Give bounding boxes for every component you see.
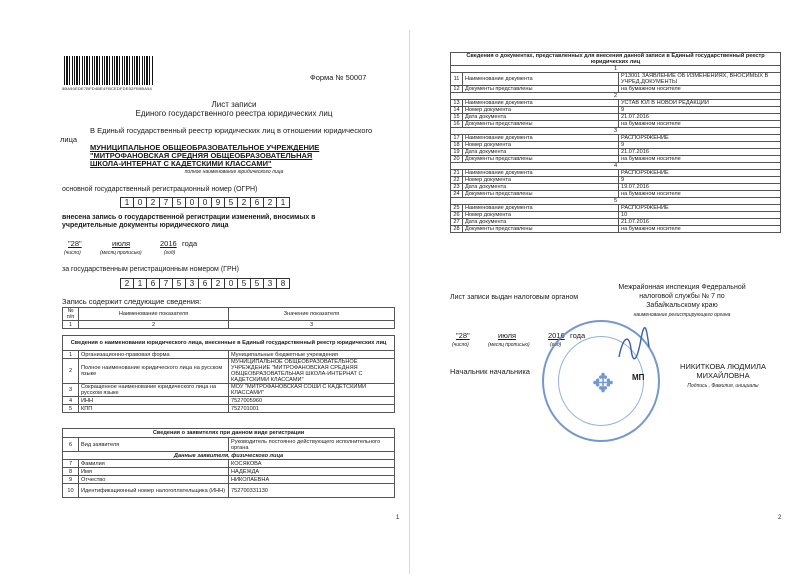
caption-month: (месяц прописью) bbox=[488, 342, 530, 348]
documents-table bbox=[450, 52, 781, 233]
row-num: 6 bbox=[63, 438, 79, 452]
row-num: 28 bbox=[451, 226, 463, 233]
row-name: Документы представлены bbox=[463, 121, 619, 128]
row-value: Руководитель постоянно действующего исполнительного органа bbox=[229, 438, 395, 452]
row-num: 17 bbox=[451, 135, 463, 142]
row-name: Номер документа bbox=[463, 212, 619, 219]
authority-line-1: Межрайонная инспекция Федеральной bbox=[618, 284, 746, 291]
row-value: РАСПОРЯЖЕНИЕ bbox=[619, 135, 781, 142]
row-value: 19.07.2016 bbox=[619, 184, 781, 191]
authority-line-3: Забайкальскому краю bbox=[646, 302, 718, 309]
digit-cell: 5 bbox=[250, 278, 264, 289]
ogrn-digits bbox=[120, 197, 289, 208]
row-name: Дата документа bbox=[463, 184, 619, 191]
name-info-table bbox=[62, 335, 395, 413]
row-name: Документы представлены bbox=[463, 226, 619, 233]
date-day: "28" bbox=[456, 331, 470, 340]
row-num: 25 bbox=[451, 205, 463, 212]
row-name: КПП bbox=[79, 405, 229, 413]
row-num: 2 bbox=[63, 359, 79, 384]
section-applicants-header: Сведения о заявителях при данном виде регистрации bbox=[63, 429, 395, 438]
row-num: 13 bbox=[451, 100, 463, 107]
group-number: 4 bbox=[451, 163, 781, 170]
signature-scribble bbox=[613, 327, 653, 367]
document-page-1 bbox=[44, 30, 410, 574]
group-number: 2 bbox=[451, 93, 781, 100]
digit-cell: 2 bbox=[263, 197, 277, 208]
digit-cell: 2 bbox=[120, 278, 134, 289]
group-number: 1 bbox=[451, 66, 781, 73]
row-value: НИКОЛАЕВНА bbox=[229, 476, 395, 484]
header-col-value: Значение показателя bbox=[229, 308, 395, 321]
digit-cell: 2 bbox=[237, 197, 251, 208]
row-name: Номер документа bbox=[463, 142, 619, 149]
row-value: Муниципальные бюджетные учреждения bbox=[229, 351, 395, 359]
row-name: Документы представлены bbox=[463, 156, 619, 163]
row-name: ИНН bbox=[79, 397, 229, 405]
date-day: "28" bbox=[68, 239, 82, 248]
caption-day: (число) bbox=[64, 250, 81, 256]
digit-cell: 7 bbox=[159, 278, 173, 289]
header-num-3: 3 bbox=[229, 321, 395, 329]
digit-cell: 1 bbox=[120, 197, 134, 208]
grn-digits bbox=[120, 278, 289, 289]
digit-cell: 1 bbox=[133, 278, 147, 289]
row-name: Организационно-правовая форма bbox=[79, 351, 229, 359]
row-name: Полное наименование юридического лица на русском языке bbox=[79, 359, 229, 384]
org-name-line-1: МУНИЦИПАЛЬНОЕ ОБЩЕОБРАЗОВАТЕЛЬНОЕ УЧРЕЖДЕНИЕ bbox=[90, 143, 320, 152]
row-num: 20 bbox=[451, 156, 463, 163]
authority-caption: наименование регистрирующего органа bbox=[633, 312, 731, 318]
row-value: НАДЕЖДА bbox=[229, 468, 395, 476]
date-year-word: года bbox=[570, 331, 586, 340]
row-value: КОСЯКОВА bbox=[229, 460, 395, 468]
row-num: 18 bbox=[451, 142, 463, 149]
row-num: 1 bbox=[63, 351, 79, 359]
row-name: Имя bbox=[79, 468, 229, 476]
digit-cell: 2 bbox=[211, 278, 225, 289]
date-year: 2016 bbox=[548, 331, 565, 340]
row-value: 21.07.2016 bbox=[619, 149, 781, 156]
date-month: июля bbox=[112, 239, 131, 248]
row-name: Сокращенное наименование юридического лица на русском языке bbox=[79, 384, 229, 397]
eagle-emblem-icon: ✥ bbox=[592, 368, 614, 398]
section-name-header: Сведения о наименовании юридического лица, внесенные в Единый государственный реестр юридических лиц bbox=[63, 336, 395, 351]
row-num: 11 bbox=[451, 73, 463, 86]
row-value: РАСПОРЯЖЕНИЕ bbox=[619, 205, 781, 212]
row-num: 24 bbox=[451, 191, 463, 198]
contains-label: Запись содержит следующие сведения: bbox=[62, 297, 202, 306]
row-num: 4 bbox=[63, 397, 79, 405]
header-col-name: Наименование показателя bbox=[79, 308, 229, 321]
entry-line-2: учредительные документы юридического лица bbox=[62, 222, 229, 229]
row-value: МУНИЦИПАЛЬНОЕ ОБЩЕОБРАЗОВАТЕЛЬНОЕ УЧРЕЖДЕНИЕ "МИТРОФАНОВСКАЯ СРЕДНЯЯ ОБЩЕОБРАЗОВАТЕЛЬНАЯ ШКОЛА-ИНТЕРНАТ С КАДЕТСКИМИ КЛАССАМИ" bbox=[229, 359, 395, 384]
row-value: на бумажном носителе bbox=[619, 121, 781, 128]
group-number: 5 bbox=[451, 198, 781, 205]
row-num: 5 bbox=[63, 405, 79, 413]
issued-label: Лист записи выдан налоговым органом bbox=[450, 294, 579, 301]
intro-text: В Единый государственный реестр юридических лиц в отношении юридического bbox=[90, 126, 373, 135]
row-value: 9 bbox=[619, 142, 781, 149]
digit-cell: 5 bbox=[224, 197, 238, 208]
header-num-1: 1 bbox=[63, 321, 79, 329]
digit-cell: 3 bbox=[263, 278, 277, 289]
row-value: 752701001 bbox=[229, 405, 395, 413]
barcode bbox=[64, 56, 154, 85]
row-name: Отчество bbox=[79, 476, 229, 484]
digit-cell: 2 bbox=[146, 197, 160, 208]
row-value: на бумажном носителе bbox=[619, 226, 781, 233]
intro-text-2: лица bbox=[60, 135, 78, 144]
row-num: 15 bbox=[451, 114, 463, 121]
row-name: Наименование документа bbox=[463, 170, 619, 177]
group-number: 3 bbox=[451, 128, 781, 135]
form-number: Форма № 50007 bbox=[310, 73, 367, 82]
row-value: 10 bbox=[619, 212, 781, 219]
caption-day: (число) bbox=[452, 342, 469, 348]
digit-cell: 0 bbox=[133, 197, 147, 208]
row-name: Дата документа bbox=[463, 149, 619, 156]
entry-line-1: внесена запись о государственной регистрации изменений, вносимых в bbox=[62, 214, 316, 221]
row-value: 9 bbox=[619, 107, 781, 114]
barcode-caption: 5BA50EDE7BFD4BE4FBCEDFDE52FB9BA54 bbox=[62, 86, 152, 91]
row-name: Наименование документа bbox=[463, 135, 619, 142]
title-line-2: Единого государственного реестра юридических лиц bbox=[135, 109, 333, 118]
row-value: 21.07.2016 bbox=[619, 219, 781, 226]
digit-cell: 5 bbox=[237, 278, 251, 289]
row-name: Документы представлены bbox=[463, 86, 619, 93]
page-number: 1 bbox=[396, 515, 400, 521]
chief-label: Начальник начальника bbox=[450, 367, 530, 376]
row-num: 27 bbox=[451, 219, 463, 226]
digit-cell: 6 bbox=[198, 278, 212, 289]
row-value: 7527005960 bbox=[229, 397, 395, 405]
digit-cell: 0 bbox=[224, 278, 238, 289]
digit-cell: 0 bbox=[198, 197, 212, 208]
signer-name-2: МИХАЙЛОВНА bbox=[696, 371, 750, 380]
row-name: Документы представлены bbox=[463, 191, 619, 198]
page-number: 2 bbox=[778, 515, 782, 521]
row-name: Номер документа bbox=[463, 177, 619, 184]
row-value: МОУ "МИТРОФАНОВСКАЯ СОШИ С КАДЕТСКИМИ КЛАССАМИ" bbox=[229, 384, 395, 397]
digit-cell: 9 bbox=[211, 197, 225, 208]
row-value: УСТАВ ЮЛ В НОВОЙ РЕДАКЦИИ bbox=[619, 100, 781, 107]
row-name: Номер документа bbox=[463, 107, 619, 114]
applicant-table bbox=[62, 428, 395, 498]
digit-cell: 6 bbox=[146, 278, 160, 289]
caption-year: (год) bbox=[164, 250, 176, 256]
row-value: на бумажном носителе bbox=[619, 191, 781, 198]
section-docs-header: Сведения о документах, представленных для внесения данной записи в Единый государственный реестр юридических лиц bbox=[451, 53, 781, 66]
digit-cell: 0 bbox=[185, 197, 199, 208]
digit-cell: 1 bbox=[276, 197, 290, 208]
row-name: Наименование документа bbox=[463, 205, 619, 212]
row-name: Наименование документа bbox=[463, 100, 619, 107]
row-num: 23 bbox=[451, 184, 463, 191]
ogrn-label: основной государственный регистрационный номер (ОГРН) bbox=[62, 186, 258, 193]
date-month: июля bbox=[498, 331, 517, 340]
signer-name-1: НИКИТКОВА ЛЮДМИЛА bbox=[680, 362, 766, 371]
digit-cell: 6 bbox=[250, 197, 264, 208]
org-name-caption: полное наименование юридического лица bbox=[184, 169, 284, 175]
date-year-word: года bbox=[182, 239, 198, 248]
row-num: 21 bbox=[451, 170, 463, 177]
authority-line-2: налоговой службы № 7 по bbox=[639, 293, 725, 300]
header-table bbox=[62, 307, 395, 329]
title-line-1: Лист записи bbox=[211, 100, 257, 109]
grn-label: за государственным регистрационным номером (ГРН) bbox=[62, 266, 239, 273]
row-value: на бумажном носителе bbox=[619, 86, 781, 93]
row-value: 9 bbox=[619, 177, 781, 184]
digit-cell: 5 bbox=[172, 278, 186, 289]
caption-month: (месяц прописью) bbox=[100, 250, 142, 256]
row-num: 16 bbox=[451, 121, 463, 128]
row-value: РАСПОРЯЖЕНИЕ bbox=[619, 170, 781, 177]
caption-year: (год) bbox=[550, 342, 562, 348]
row-value: 752700331130 bbox=[229, 484, 395, 498]
row-value: 21.07.2016 bbox=[619, 114, 781, 121]
row-name: Дата документа bbox=[463, 114, 619, 121]
document-page-2 bbox=[428, 30, 790, 574]
row-num: 9 bbox=[63, 476, 79, 484]
row-num: 8 bbox=[63, 468, 79, 476]
row-num: 14 bbox=[451, 107, 463, 114]
row-name: Идентификационный номер налогоплательщика (ИНН) bbox=[79, 484, 229, 498]
row-name: Дата документа bbox=[463, 219, 619, 226]
row-name: Наименование документа bbox=[463, 73, 619, 86]
row-num: 12 bbox=[451, 86, 463, 93]
row-name: Фамилия bbox=[79, 460, 229, 468]
row-num: 10 bbox=[63, 484, 79, 498]
row-num: 19 bbox=[451, 149, 463, 156]
org-name-line-2: "МИТРОФАНОВСКАЯ СРЕДНЯЯ ОБЩЕОБРАЗОВАТЕЛЬНАЯ bbox=[90, 151, 313, 160]
date-year: 2016 bbox=[160, 239, 177, 248]
digit-cell: 3 bbox=[185, 278, 199, 289]
signer-caption: Подпись , Фамилия, инициалы bbox=[687, 383, 759, 389]
header-col-num: № п/п bbox=[63, 308, 79, 321]
row-num: 3 bbox=[63, 384, 79, 397]
row-value: Р13001 ЗАЯВЛЕНИЕ ОБ ИЗМЕНЕНИЯХ, ВНОСИМЫХ В УЧРЕД.ДОКУМЕНТЫ bbox=[619, 73, 781, 86]
row-num: 22 bbox=[451, 177, 463, 184]
digit-cell: 7 bbox=[159, 197, 173, 208]
row-value: на бумажном носителе bbox=[619, 156, 781, 163]
header-num-2: 2 bbox=[79, 321, 229, 329]
section-person-header: Данные заявителя, физического лица bbox=[63, 452, 395, 460]
org-name-line-3: ШКОЛА-ИНТЕРНАТ С КАДЕТСКИМИ КЛАССАМИ" bbox=[90, 159, 272, 168]
digit-cell: 8 bbox=[276, 278, 290, 289]
row-num: 26 bbox=[451, 212, 463, 219]
mp-mark: МП bbox=[632, 373, 645, 382]
row-name: Вид заявителя bbox=[79, 438, 229, 452]
digit-cell: 5 bbox=[172, 197, 186, 208]
row-num: 7 bbox=[63, 460, 79, 468]
